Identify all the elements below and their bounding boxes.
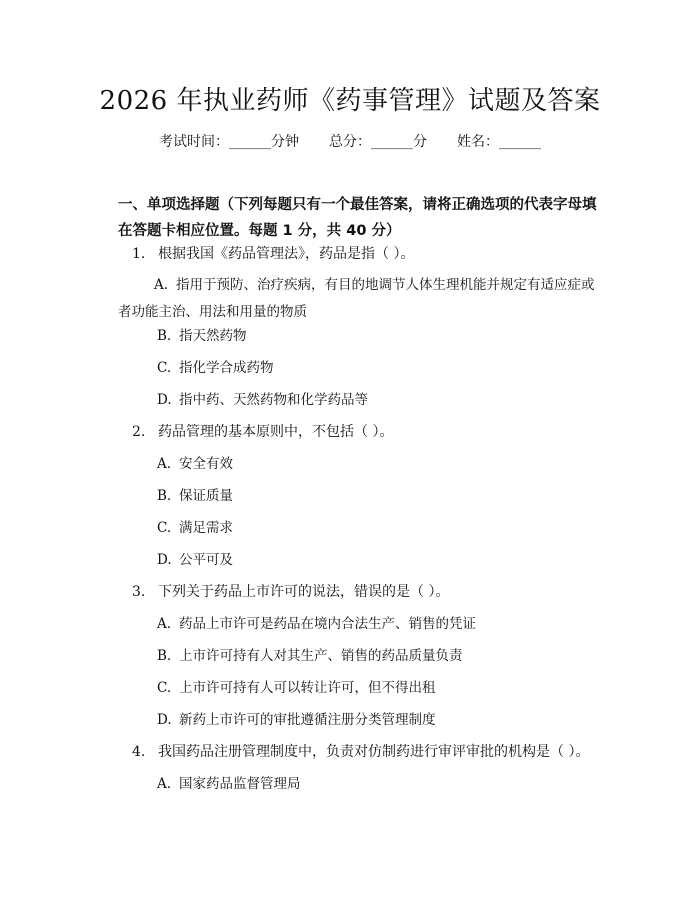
question-1 [132,243,414,265]
name-field: 姓名：______ [457,134,541,150]
question-2 [132,421,393,443]
option-label: D. [157,392,172,408]
total-score-field: 总分：______分 [329,134,427,150]
option-1b [157,325,247,347]
option-text: 满足需求 [179,520,233,536]
option-label: D. [157,712,172,728]
option-label: A. [154,277,169,293]
option-2b [157,485,233,507]
option-2d [157,549,233,571]
question-number: 1. [132,246,146,262]
question-stem: 根据我国《药品管理法》，药品是指（ ）。 [158,246,415,262]
option-3c [157,677,436,699]
option-2c [157,517,233,539]
option-1c [157,357,274,379]
option-text: 指用于预防、治疗疾病，有目的地调节人体生理机能并规定有适应症或者功能主治、用法和用量的物质 [118,277,595,320]
option-1d [157,389,368,411]
question-stem: 我国药品注册管理制度中，负责对仿制药进行审评审批的机构是（ ）。 [158,744,590,760]
option-text: 上市许可持有人对其生产、销售的药品质量负责 [179,648,463,664]
question-4 [132,741,589,763]
option-text: 公平可及 [179,552,233,568]
question-stem: 下列关于药品上市许可的说法，错误的是（ ）。 [158,584,450,600]
option-2a [157,453,233,475]
option-label: A. [157,776,172,792]
page-title: 2026 年执业药师《药事管理》试题及答案 [99,86,601,116]
option-label: A. [157,616,172,632]
question-stem: 药品管理的基本原则中，不包括（ ）。 [158,424,394,440]
option-text: 指天然药物 [179,328,247,344]
option-label: B. [157,648,172,664]
option-label: C. [157,680,172,696]
option-label: D. [157,552,172,568]
option-3b [157,645,463,667]
exam-meta [0,131,700,151]
option-1a [118,272,598,326]
option-label: C. [157,520,172,536]
option-label: B. [157,328,172,344]
option-text: 药品上市许可是药品在境内合法生产、销售的凭证 [179,616,476,632]
option-text: 国家药品监督管理局 [179,776,301,792]
option-text: 安全有效 [179,456,233,472]
option-text: 指中药、天然药物和化学药品等 [179,392,368,408]
option-4a [157,773,301,795]
section-heading: 一、单项选择题（下列每题只有一个最佳答案，请将正确选项的代表字母填在答题卡相应位置。每题 1 分，共 40 分） [118,197,597,239]
question-3 [132,581,449,603]
exam-time-field: 考试时间：______分钟 [159,134,299,150]
option-label: C. [157,360,172,376]
question-number: 2. [132,424,146,440]
option-text: 上市许可持有人可以转让许可，但不得出租 [179,680,436,696]
option-text: 保证质量 [179,488,233,504]
option-label: A. [157,456,172,472]
question-number: 3. [132,584,146,600]
option-3a [157,613,476,635]
option-label: B. [157,488,172,504]
option-3d [157,709,436,731]
option-text: 新药上市许可的审批遵循注册分类管理制度 [179,712,436,728]
option-text: 指化学合成药物 [179,360,274,376]
question-number: 4. [132,744,146,760]
